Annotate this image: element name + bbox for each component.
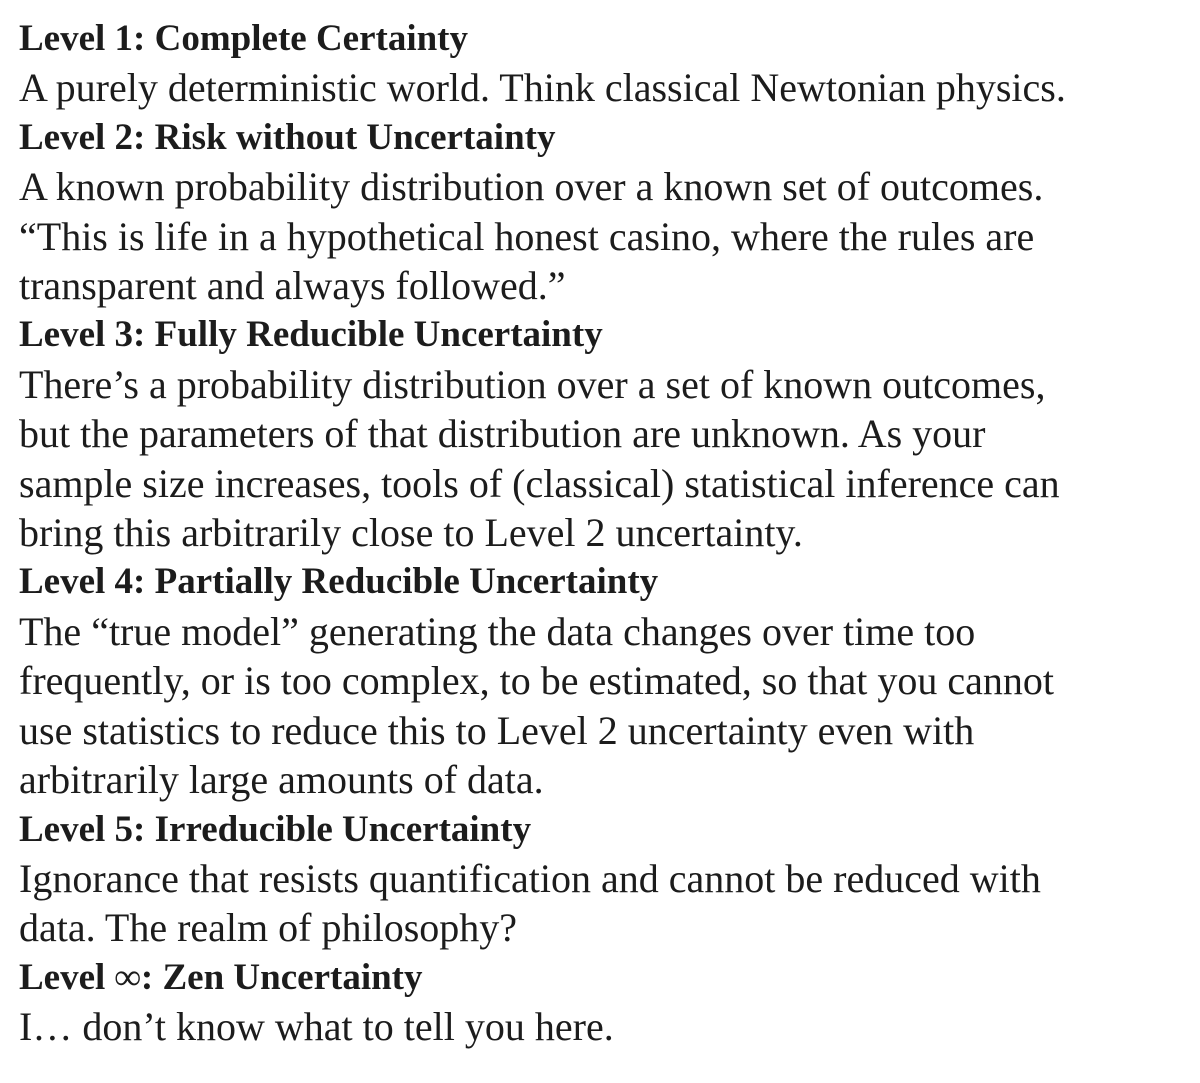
level-2-section — [19, 113, 1184, 311]
level-4-heading: Level 4: Partially Reducible Uncertainty — [19, 561, 659, 603]
level-1-section — [19, 14, 1184, 113]
level-3-line: sample size increases, tools of (classical) statistical inference can — [19, 460, 1060, 506]
level-2-line: A known probability distribution over a known set of outcomes. — [19, 164, 1044, 210]
level-infinity-line: I… don’t know what to tell you here. — [19, 1004, 614, 1050]
level-2-line: transparent and always followed.” — [19, 263, 566, 309]
level-4-line: use statistics to reduce this to Level 2 uncertainty even with — [19, 707, 975, 753]
level-infinity-description — [19, 1002, 1184, 1051]
level-3-description — [19, 360, 1184, 558]
level-1-line: A purely deterministic world. Think classical Newtonian physics. — [19, 65, 1066, 111]
level-3-line: but the parameters of that distribution are unknown. As your — [19, 411, 986, 457]
level-5-description — [19, 854, 1184, 953]
level-2-line: “This is life in a hypothetical honest casino, where the rules are — [19, 213, 1035, 259]
level-4-line: frequently, or is too complex, to be estimated, so that you cannot — [19, 658, 1054, 704]
level-3-section — [19, 310, 1184, 557]
level-1-description — [19, 63, 1184, 112]
level-4-description — [19, 607, 1184, 805]
level-5-section — [19, 805, 1184, 953]
level-2-heading: Level 2: Risk without Uncertainty — [19, 116, 556, 158]
level-5-line: Ignorance that resists quantification and cannot be reduced with — [19, 855, 1041, 901]
level-4-line: arbitrarily large amounts of data. — [19, 757, 544, 803]
level-2-description — [19, 162, 1184, 310]
level-5-heading: Level 5: Irreducible Uncertainty — [19, 808, 532, 850]
uncertainty-levels-document — [19, 14, 1184, 1052]
level-3-line: bring this arbitrarily close to Level 2 uncertainty. — [19, 510, 803, 556]
level-infinity-heading: Level ∞: Zen Uncertainty — [19, 956, 423, 998]
level-infinity-section — [19, 953, 1184, 1052]
level-1-heading: Level 1: Complete Certainty — [19, 18, 469, 59]
level-3-line: There’s a probability distribution over a set of known outcomes, — [19, 361, 1046, 407]
level-5-line: data. The realm of philosophy? — [19, 905, 518, 951]
level-4-section — [19, 557, 1184, 804]
level-3-heading: Level 3: Fully Reducible Uncertainty — [19, 314, 603, 356]
level-4-line: The “true model” generating the data changes over time too — [19, 608, 976, 654]
